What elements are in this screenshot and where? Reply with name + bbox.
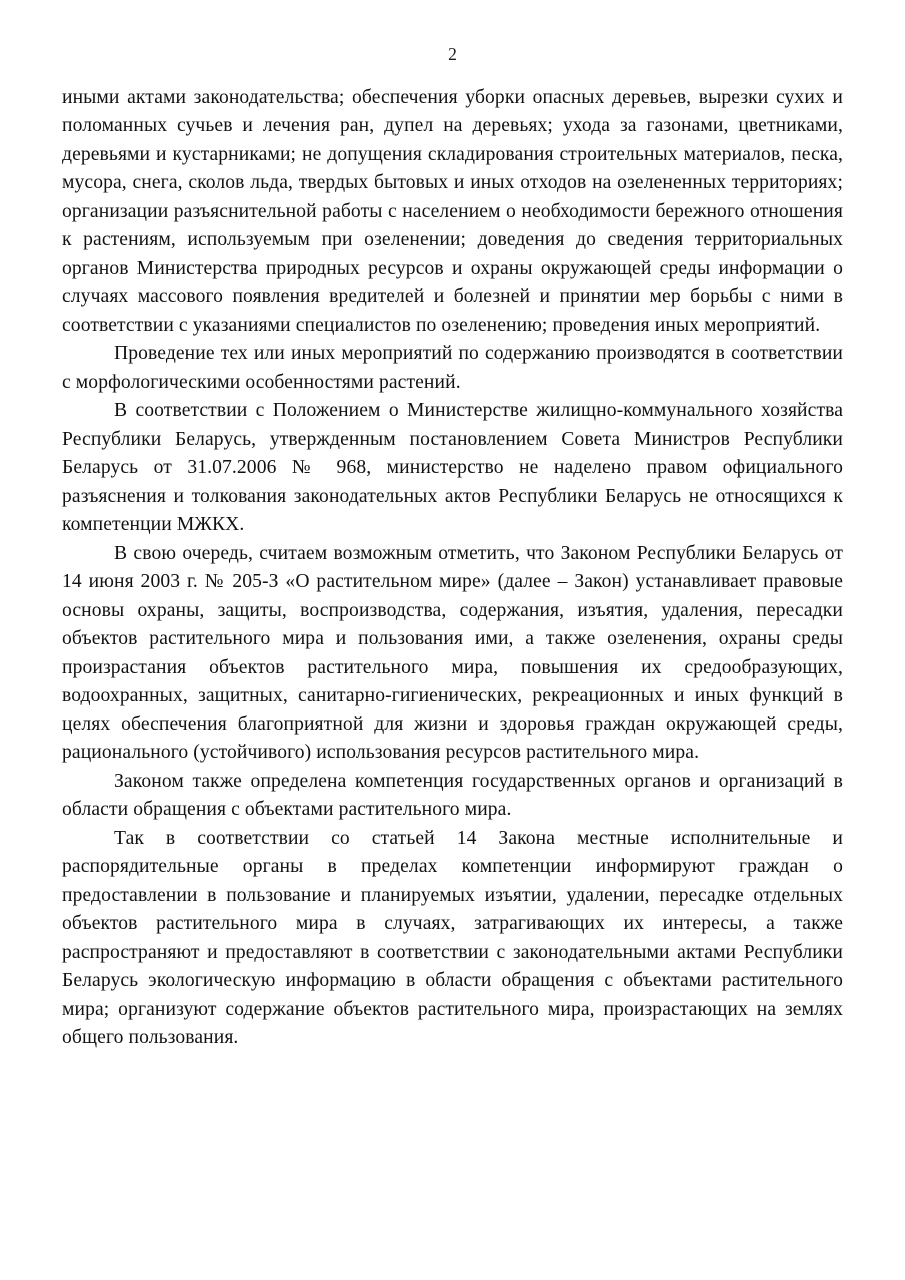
page-number: 2 [448,44,457,64]
paragraph: Проведение тех или иных мероприятий по содержанию производятся в соответствии с морфологическими особенностями растений. [62,343,843,393]
paragraph: Законом также определена компетенция государственных органов и организаций в области обращения с объектами растительного мира. [62,770,843,820]
paragraph: В соответствии с Положением о Министерстве жилищно-коммунального хозяйства Республики Беларусь, утвержденным постановлением Совета Министров Республики Беларусь от 31.07.2006 № 968, министерство не наделено правом официального разъяснения и толкования законодательных актов Республики Беларусь не относящихся к компетенции МЖКХ. [62,400,843,535]
document-body [62,84,843,1053]
paragraph: В свою очередь, считаем возможным отметить, что Законом Республики Беларусь от 14 июня 2003 г. № 205-З «О растительном мире» (далее – Закон) устанавливает правовые основы охраны, защиты, воспроизводства, содержания, изъятия, удаления, пересадки объектов растительного мира и пользования ими, а также озеленения, охраны среды произрастания объектов растительного мира, повышения их средообразующих, водоохранных, защитных, санитарно-гигиенических, рекреационных и иных функций в целях обеспечения благоприятной для жизни и здоровья граждан окружающей среды, рационального (устойчивого) использования ресурсов растительного мира. [62,542,843,763]
paragraph: иными актами законодательства; обеспечения уборки опасных деревьев, вырезки сухих и поломанных сучьев и лечения ран, дупел на деревьях; ухода за газонами, цветниками, деревьями и кустарниками; не допущения складирования строительных материалов, песка, мусора, снега, сколов льда, твердых бытовых и иных отходов на озелененных территориях; организации разъяснительной работы с населением о необходимости бережного отношения к растениям, используемым при озеленении; доведения до сведения территориальных органов Министерства природных ресурсов и охраны окружающей среды информации о случаях массового появления вредителей и болезней и принятии мер борьбы с ними в соответствии с указаниями специалистов по озеленению; проведения иных мероприятий. [62,86,843,336]
paragraph: Так в соответствии со статьей 14 Закона местные исполнительные и распорядительные органы в пределах компетенции информируют граждан о предоставлении в пользование и планируемых изъятии, удалении, пересадке отдельных объектов растительного мира в случаях, затрагивающих их интересы, а также распространяют и предоставляют в соответствии с законодательными актами Республики Беларусь экологическую информацию в области обращения с объектами растительного мира; организуют содержание объектов растительного мира, произрастающих на землях общего пользования. [62,827,843,1048]
